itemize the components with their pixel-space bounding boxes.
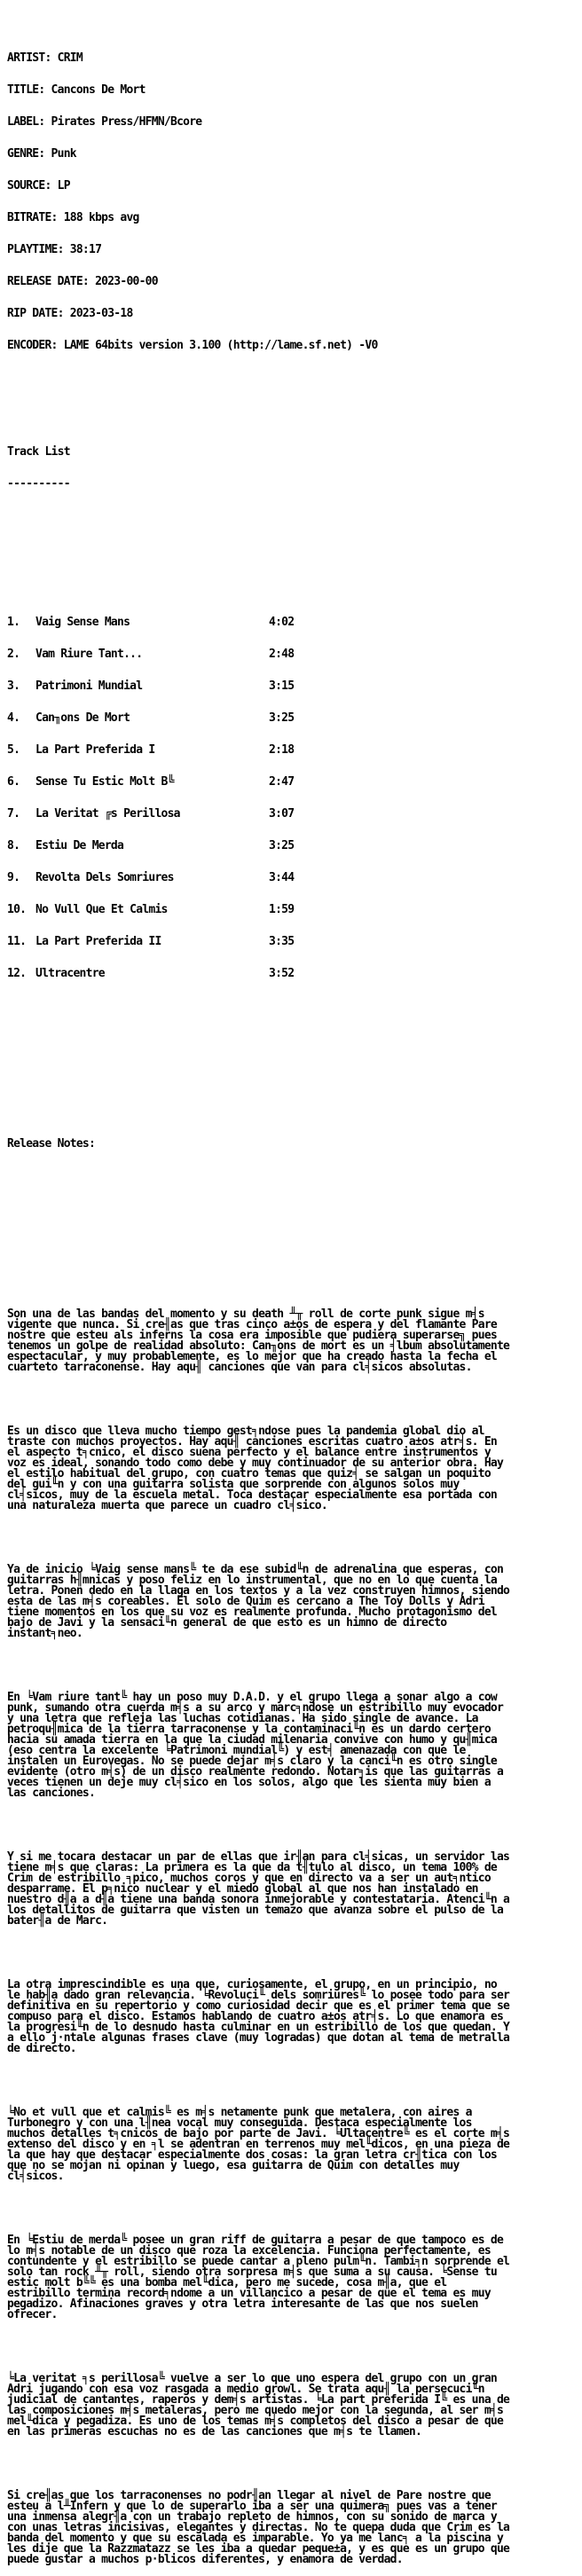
- track-time: 2:18: [269, 743, 295, 757]
- track-time: 3:25: [269, 839, 295, 852]
- track-number: 1.: [7, 616, 20, 629]
- track-row: [7, 777, 580, 788]
- notes-paragraph: En ╘Vam riure tant╚ hay un poso muy D.A.D. y el grupo llega a sonar algo a cow punk, sumando otra cuerda m╡s a su arco y marc╕ndose un estribillo muy evocador y una letra que refleja las luchas cotidianas. Ha sido single de avance. La petroqu╢mica de la tierra tarraconense y la contaminaci╙n es un dardo certero hacia su amada tierra en la que la ciudad milenaria convive con humo y qu╢mica (eso centra la excelente ╘Patrimoni mundial╚) y est╡ amenazada con que le instalen un Eurovegas. No se puede dejar m╡s claro y la canci╙n es otro single evidente (otro m╡s) de un disco realmente redondo. Notar╕is que las guitarras a veces tienen un deje muy cl╡sico en los solos, algo que les sienta muy bien a las canciones.: [7, 1691, 504, 1800]
- tracklist-rule: ----------: [7, 477, 70, 491]
- notes-paragraph: Es un disco que lleva mucho tiempo gest╕ndose pues la pandemia global dio al traste con muchos proyectos. Hay aqu╢ canciones escritas cuatro a±os atr╡s. En el aspecto t╕cnico, el disco suena perfecto y el balance entre instrumentos y voz es ideal, sonando todo como debe y muy continuador de su anterior obra. Hay el estilo habitual del grupo, con cuatro temas que quiz╡ se salgan un poquito del gui╙n y con una guitarra solista que sorprende con algunos solos muy cl╡sicos, muy de la escuela metal. Toca destacar especialmente esa portada con una naturaleza muerta que parece un cuadro cl╡sico.: [7, 1425, 504, 1512]
- track-number: 8.: [7, 839, 20, 852]
- track-row: [7, 937, 580, 947]
- track-number: 4.: [7, 711, 20, 725]
- track-time: 4:02: [269, 616, 295, 629]
- notes-paragraph: Ya de inicio ╘Vaig sense mans╚ te da ese subid╙n de adrenalina que esperas, con guitarras h╢mnicas y poso feliz en lo instrumental, que no en lo que cuenta la letra. Ponen dedo en la llaga en los textos y a la vez construyen himnos, siendo esta de las m╡s coreables. El solo de Quim es cercano a The Toy Dolls y Adri tiene momentos en los que su voz es realmente profunda. Mucho protagonismo del bajo de Javi y la sensaci╙n general de que esto es un himno de directo instant╕neo.: [7, 1563, 510, 1640]
- track-row: [7, 745, 580, 756]
- track-time: 2:48: [269, 648, 295, 661]
- track-row: [7, 841, 580, 852]
- tracklist: [7, 596, 580, 1001]
- track-time: 3:15: [269, 679, 295, 693]
- notes-paragraph: ╘La veritat ╕s perillosa╚ vuelve a ser lo que uno espera del grupo con un gran Adri jugando con esa voz rasgada a medio growl. Se trata aqu╢ la persecuci╙n judicial de cantantes, raperos y dem╡s artistas. ╘La part preferida I╚ es una de las composiciones m╡s metaleras, pero me quedo mejor con la segunda, al ser m╡s mel╙dica y pegadiza. Es uno de los temas m╡s completos del disco a pesar de que en las primeras escuchas no es de las canciones que m╡s te llamen.: [7, 2372, 510, 2439]
- track-number: 7.: [7, 807, 20, 821]
- release-notes-heading: Release Notes:: [7, 1137, 96, 1151]
- track-title: Estiu De Merda: [35, 839, 124, 852]
- track-time: 3:25: [269, 711, 295, 725]
- nfo-document: [7, 11, 580, 2576]
- meta-block: [7, 32, 580, 373]
- track-row: [7, 905, 580, 915]
- meta-genre: GENRE: Punk: [7, 147, 76, 161]
- track-row: [7, 649, 580, 660]
- track-time: 3:44: [269, 871, 295, 884]
- meta-rip-date: RIP DATE: 2023-03-18: [7, 307, 133, 320]
- track-time: 2:47: [269, 775, 295, 789]
- track-number: 10.: [7, 903, 27, 916]
- meta-title: TITLE: Cancons De Mort: [7, 83, 146, 97]
- track-title: Sense Tu Estic Molt B╚: [35, 775, 174, 789]
- notes-paragraph: Si cre╢as que los tarraconenses no podr╢an llegar al nivel de Pare nostre que esteu a l╨Infern y que lo de superarlo iba a ser una quimera╗ pues vas a tener una inmensa alegr╢a con un trabajo repleto de himnos, con su sonido de marca y con unas letras incisivas, elegantes y directas. No te quepa duda que Crim es la banda del momento y que su escalada es imparable. Yo ya me lanc╕ a la piscina y les dije que la Razzmatazz se les iba a quedar peque±a, y es que es un grupo que puede gustar a muchos p·blicos diferentes, y enamora de verdad.: [7, 2489, 510, 2566]
- track-number: 5.: [7, 743, 20, 757]
- track-row: [7, 617, 580, 628]
- track-number: 3.: [7, 679, 20, 693]
- track-number: 11.: [7, 935, 27, 948]
- track-row: [7, 713, 580, 724]
- meta-source: SOURCE: LP: [7, 179, 70, 192]
- track-title: Patrimoni Mundial: [35, 679, 143, 693]
- notes-paragraph: Son una de las bandas del momento y su death ╨╥ roll de corte punk sigue m╡s vigente que nunca. Si cre╢as que tras cinco a±os de espera y del flamante Pare nostre que esteu als inferns la cosa era imposible que pudiera superarse╗ pues tenemos un golpe de realidad absoluto: Can╖ons de mort es un ╡lbum absolutamente espectacular, y muy probablemente, es lo mejor que ha creado hasta la fecha el cuarteto tarraconense. Hay aqu╢ canciones que van para cl╡sicos absolutas.: [7, 1308, 510, 1374]
- meta-playtime: PLAYTIME: 38:17: [7, 243, 102, 256]
- track-time: 3:07: [269, 807, 295, 821]
- track-time: 1:59: [269, 903, 295, 916]
- track-title: La Veritat ╔s Perillosa: [35, 807, 180, 821]
- meta-encoder: ENCODER: LAME 64bits version 3.100 (http://lame.sf.net) -V0: [7, 339, 378, 352]
- notes-paragraph: ╘No et vull que et calmis╚ es m╡s netamente punk que metalera, con aires a Turbonegro y con una l╢nea vocal muy conseguida. Destaca especialmente los muchos detalles t╕cnicos de bajo por parte de Javi. ╘Ultacentre╚ es el corte m╡s extenso del disco y en ╕l se adentran en terrenos muy mel╙dicos, en una pieza de la que hay que destacar especialmente dos cosas: la gran letra cr╢tica con los que no se mojan ni opinan y luego, esa guitarra de Quim con detalles muy cl╡sicos.: [7, 2106, 510, 2183]
- track-title: Revolta Dels Somriures: [35, 871, 174, 884]
- track-title: La Part Preferida I: [35, 743, 155, 757]
- track-title: Ultracentre: [35, 967, 105, 980]
- meta-bitrate: BITRATE: 188 kbps avg: [7, 211, 139, 224]
- notes-paragraph: Y si me tocara destacar un par de ellas que ir╢an para cl╡sicas, un servidor las tiene m╡s que claras: La primera es la que da t╢tulo al disco, un tema 100% de Crim de estribillo ╕pico, muchos coros y que en directo va a ser un aut╕ntico desparrame. El p╕nico nuclear y el miedo global al que nos han instalado en nuestro d╢a a d╢a tiene una banda sonora inmejorable y contestataria. Atenci╙n a los detallitos de guitarra que visten un temazo que avanza sobre el pulso de la bater╢a de Marc.: [7, 1850, 510, 1928]
- notes-paragraph: La otra imprescindible es una que, curiosamente, el grupo, en un principio, no le hab╢a dado gran relevancia. ╘Revoluci╙ dels somriures╚ lo posee todo para ser definitiva en su repertorio y como curiosidad decir que es el primer tema que se compuso para el disco. Estamos hablando de cuatro a±os atr╡s. Lo que enamora es la progresi╙n de lo desnudo hasta culminar en un estribillo de los que quedan. Y a ello j·ntale algunas frases clave (muy logradas) que dotan al tema de metralla de directo.: [7, 1978, 510, 2055]
- track-number: 12.: [7, 967, 27, 980]
- tracklist-heading: Track List: [7, 445, 70, 459]
- track-row: [7, 681, 580, 692]
- track-time: 3:35: [269, 935, 295, 948]
- track-title: La Part Preferida II: [35, 935, 161, 948]
- track-time: 3:52: [269, 967, 295, 980]
- meta-artist: ARTIST: CRIM: [7, 51, 83, 65]
- track-title: Vaig Sense Mans: [35, 616, 130, 629]
- track-title: Vam Riure Tant...: [35, 648, 143, 661]
- track-number: 2.: [7, 648, 20, 661]
- track-title: No Vull Que Et Calmis: [35, 903, 168, 916]
- meta-release-date: RELEASE DATE: 2023-00-00: [7, 275, 158, 288]
- release-notes: [7, 1288, 580, 2576]
- track-row: [7, 809, 580, 820]
- track-title: Can╖ons De Mort: [35, 711, 130, 725]
- track-row: [7, 969, 580, 979]
- notes-paragraph: En ╘Estiu de merda╚ posee un gran riff de guitarra a pesar de que tampoco es de lo m╡s notable de un disco que roza la excelencia. Funciona perfectamente, es contundente y el estribillo se puede cantar a pleno pulm╙n. Tambi╕n sorprende el solo tan rock ╨╥ roll, siendo otra sorpresa m╡s que suma a su causa. ╘Sense tu estic molt b╚╚ es una bomba mel╙dica, pero me sucede, cosa m╢a, que el estribillo termina record╕ndome a un villancico a pesar de que el tema es muy pegadizo. Afinaciones graves y otra letra interesante de las que nos suelen ofrecer.: [7, 2234, 510, 2321]
- track-row: [7, 873, 580, 884]
- track-number: 9.: [7, 871, 20, 884]
- meta-label: LABEL: Pirates Press/HFMN/Bcore: [7, 115, 202, 129]
- track-number: 6.: [7, 775, 20, 789]
